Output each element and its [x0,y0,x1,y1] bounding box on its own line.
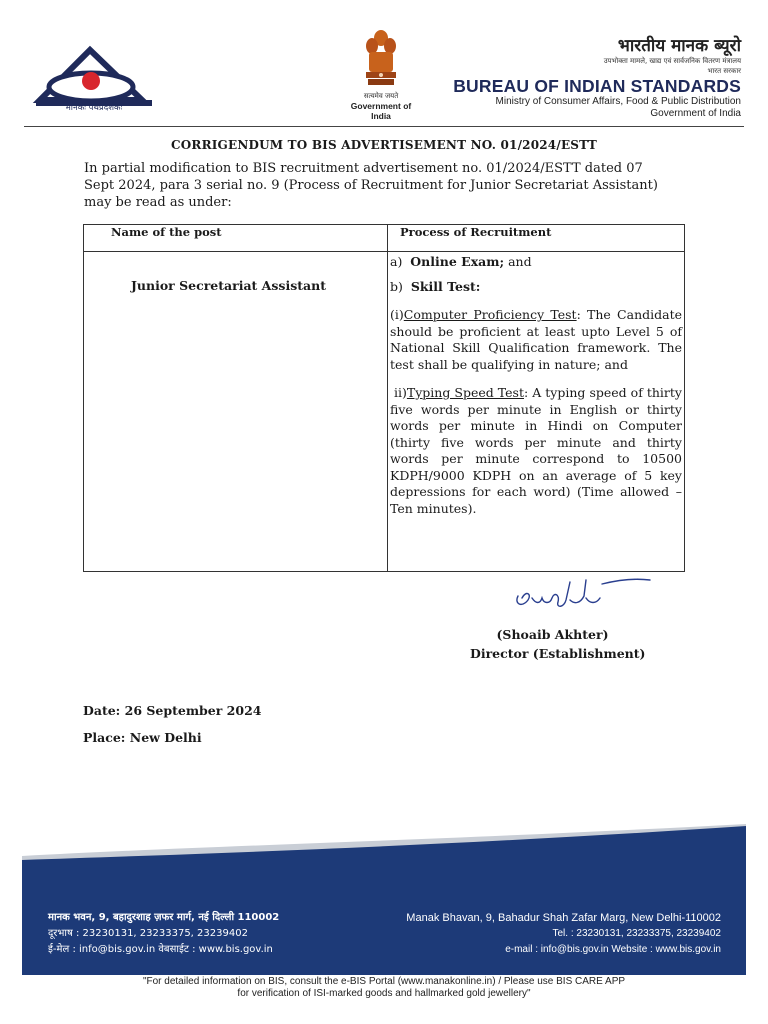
footer-english-phone: Tel. : 23230131, 23233375, 23239402 [552,928,721,939]
emblem-caption: Government of India [350,101,412,121]
intro-paragraph [84,160,692,211]
item-a-prefix: a) [390,254,403,269]
process-cell [388,252,685,572]
intro-line: In partial modification to BIS recruitment advertisement no. 01/2024/ESTT dated 07 [84,161,643,176]
notice-line-1: "For detailed information on BIS, consult the e-BIS Portal (www.manakonline.in) / Please use BIS CARE APP [142,976,626,987]
footer-hindi-phone: दूरभाष : 23230131, 23233375, 23239402 [48,928,248,939]
process-list [388,252,684,517]
intro-line: Sept 2024, para 3 serial no. 9 (Process of Recruitment for Junior Secretariat Assistant) [84,178,658,193]
footer-hindi-contact [48,910,368,958]
ashoka-emblem-icon [361,28,401,90]
footer-english-contact [391,910,721,958]
sub-item-ii [390,385,682,517]
process-item-a [390,254,682,271]
item-b-prefix: b) [390,278,403,294]
footer-english-address: Manak Bhavan, 9, Bahadur Shah Zafar Marg, New Delhi-110002 [406,912,721,924]
footer-notice [0,976,768,1000]
table-header-row [84,225,685,252]
footer-english-web: e-mail : info@bis.gov.in Website : www.bis.gov.in [505,944,721,955]
col-header-process: Process of Recruitment [388,225,685,252]
post-cell [84,252,388,572]
item-a-label: Online Exam; [410,254,505,269]
hindi-government: भारत सरकार [707,67,741,75]
english-ministry: Ministry of Consumer Affairs, Food & Public Distribution [495,96,741,107]
logo-tagline: मानकः पथप्रदर्शकः [65,103,123,113]
sub-i-title: Computer Proficiency Test [403,307,577,322]
footer-hindi-address: मानक भवन, 9, बहादुरशाह ज़फर मार्ग, नई दिल्ली 110002 [48,912,280,923]
sub-ii-prefix: ii) [394,385,407,400]
document-title: CORRIGENDUM TO BIS ADVERTISEMENT NO. 01/2024/ESTT [171,138,597,152]
notice-line-2: for verification of ISI-marked goods and hallmarked gold jewellery" [237,988,531,999]
footer-hindi-web: ई-मेल : info@bis.gov.in वेबसाईट : www.bis.gov.in [48,944,273,955]
document-place: Place: New Delhi [83,730,202,745]
document-date: Date: 26 September 2024 [83,703,262,718]
english-government: Government of India [650,108,741,119]
national-emblem [345,28,417,120]
col-header-post: Name of the post [84,225,388,252]
organization-header [441,36,741,120]
table-row [84,252,685,572]
bis-logo [30,38,160,118]
sub-item-i [390,307,682,373]
hindi-org-title: भारतीय मानक ब्यूरो [617,36,741,56]
item-b-label: Skill Test: [410,278,481,294]
english-org-title: BUREAU OF INDIAN STANDARDS [453,76,741,96]
emblem-motto: सत्यमेव जयते [363,92,399,100]
recruitment-table [83,224,685,572]
sub-i-text: : The Candidate should be proficient at least upto Level 5 of National Skill Qualification framework. The test shall be qualifying in nature; and [390,307,682,372]
sub-i-prefix: (i) [390,307,404,322]
post-name: Junior Secretariat Assistant [131,278,326,293]
sub-ii-title: Typing Speed Test [406,385,524,400]
item-a-suffix: and [508,254,532,269]
signature [510,574,660,624]
signatory-name: (Shoaib Akhter) [496,627,609,642]
signature-icon [510,574,660,624]
sub-ii-text: : A typing speed of thirty five words per minute in English or thirty words per minute in Hindi on Computer (thirty five words per minute and thirty words per minute correspond to 10500 KDPH/9000 KDPH on an average of 5 key depressions for each word) (Time allowed – Ten minutes). [390,385,682,516]
process-item-b [390,279,682,296]
intro-line: may be read as under: [84,195,232,210]
signatory-designation: Director (Establishment) [470,646,646,661]
header-divider [24,126,744,127]
hindi-ministry: उपभोक्ता मामले, खाद्य एवं सार्वजनिक वितरण मंत्रालय [603,57,741,65]
